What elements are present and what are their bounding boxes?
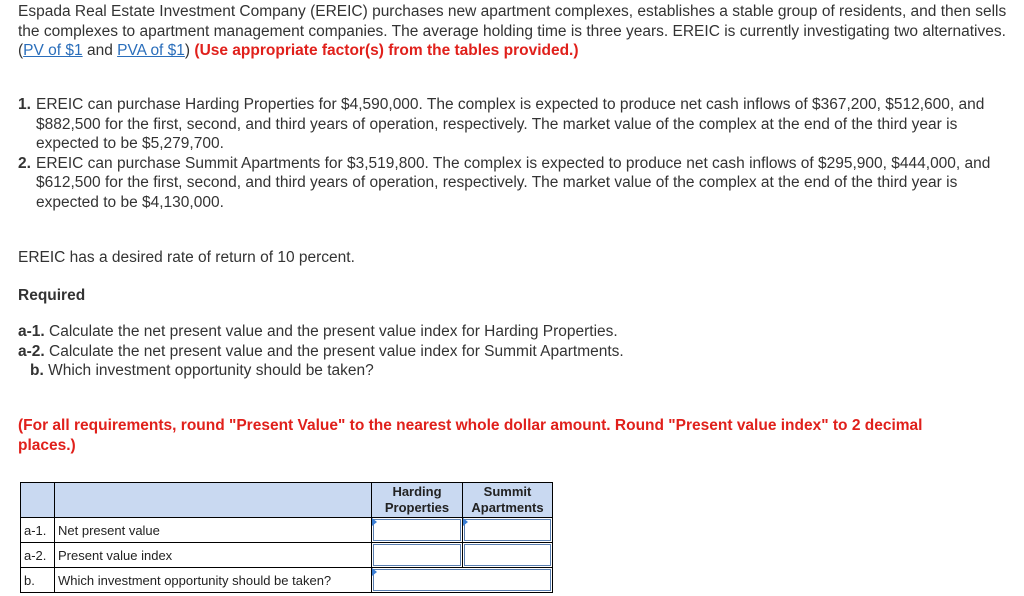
input-box[interactable] — [464, 519, 551, 541]
answer-table — [20, 482, 553, 593]
intro-text: Espada Real Estate Investment Company (EREIC) purchases new apartment complexes, establishes a stable group of residents, and then sells the complexes to apartment management companies. The average holding time is three years. EREIC is currently investigating two alternatives. ( — [18, 3, 1007, 59]
requirement-text: Calculate the net present value and the present value index for Harding Properties. — [44, 323, 618, 340]
problem-intro — [18, 2, 1008, 61]
input-box[interactable] — [373, 519, 461, 541]
header-summit: Summit Apartments — [463, 483, 553, 518]
summit-npv-input[interactable] — [463, 518, 553, 543]
requirement-b — [18, 361, 1008, 381]
input-box[interactable] — [464, 544, 551, 566]
requirement-a1 — [18, 322, 1008, 342]
requirement-text: Which investment opportunity should be taken? — [43, 362, 374, 379]
row-description: Present value index — [55, 543, 372, 568]
requirement-a2 — [18, 342, 1008, 362]
summit-pvi-input[interactable] — [463, 543, 553, 568]
row-label: a-1. — [21, 518, 55, 543]
requirement-label: a-2. — [18, 342, 45, 360]
row-label: b. — [21, 568, 55, 593]
input-marker-icon — [372, 518, 377, 526]
header-blank-cell — [55, 483, 372, 518]
table-header-row — [21, 483, 553, 518]
rate-of-return-text: EREIC has a desired rate of return of 10 percent. — [18, 249, 355, 266]
dropdown-marker-icon — [372, 568, 377, 576]
item-text: EREIC can purchase Summit Apartments for $3,519,800. The complex is expected to produce net cash inflows of $295,900, $444,000, and $612,500 for the first, second, and third years of operation, respectively. The market value of the complex at the end of the third year is expected to be $4,130,000. — [36, 154, 991, 211]
table-row — [21, 518, 553, 543]
alternatives-list — [18, 95, 1018, 212]
item-text: EREIC can purchase Harding Properties for $4,590,000. The complex is expected to produce net cash inflows of $367,200, $512,600, and $882,500 for the first, second, and third years of operation, respectively. The market value of the complex at the end of the third year is expected to be $5,279,700. — [36, 96, 985, 152]
rounding-note: (For all requirements, round "Present Value" to the nearest whole dollar amount. Round "Present value index" to 2 decimal places.) — [18, 417, 923, 454]
header-harding: Harding Properties — [372, 483, 463, 518]
pva-of-1-link[interactable]: PVA of $1 — [117, 42, 185, 59]
row-description: Which investment opportunity should be taken? — [55, 568, 372, 593]
close-paren: ) — [184, 42, 191, 59]
table-row — [21, 543, 553, 568]
input-box[interactable] — [373, 569, 551, 591]
harding-npv-input[interactable] — [372, 518, 463, 543]
and-text: and — [82, 42, 118, 59]
requirement-text: Calculate the net present value and the present value index for Summit Apartments. — [44, 342, 624, 360]
harding-pvi-input[interactable] — [372, 543, 463, 568]
alternative-item — [18, 154, 1018, 213]
factor-instruction: (Use appropriate factor(s) from the tables provided.) — [194, 42, 579, 59]
item-number: 2. — [18, 154, 31, 172]
header-blank-cell — [21, 483, 55, 518]
item-number: 1. — [18, 96, 31, 113]
table-row — [21, 568, 553, 593]
alternative-item — [18, 95, 1018, 154]
requirement-label: b. — [30, 362, 44, 379]
input-box[interactable] — [373, 544, 461, 566]
required-heading: Required — [18, 287, 86, 304]
row-description: Net present value — [55, 518, 372, 543]
row-label: a-2. — [21, 543, 55, 568]
input-marker-icon — [463, 518, 468, 526]
requirement-label: a-1. — [18, 323, 45, 340]
investment-choice-select[interactable] — [372, 568, 553, 593]
pv-of-1-link[interactable]: PV of $1 — [23, 42, 83, 59]
requirements-list — [18, 322, 1008, 381]
